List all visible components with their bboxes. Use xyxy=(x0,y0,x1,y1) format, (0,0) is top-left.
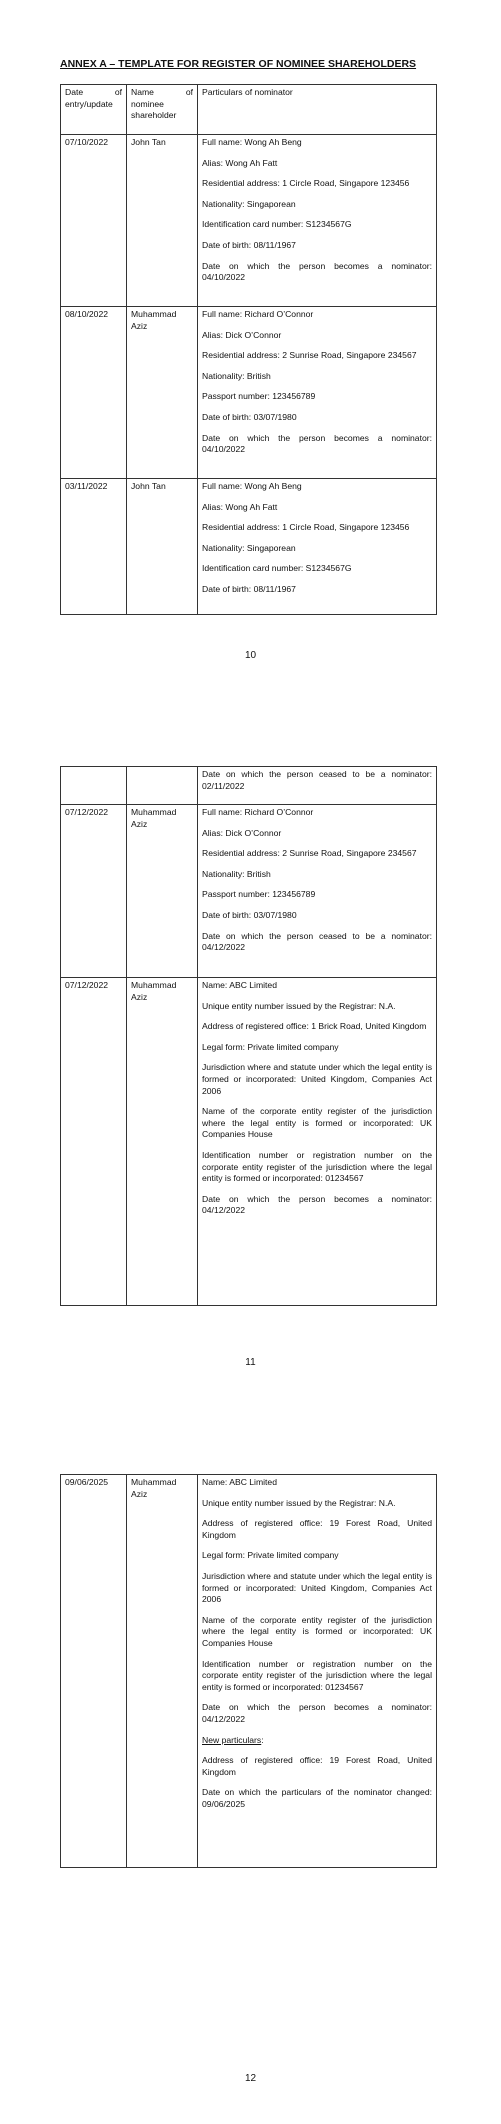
particular-line: Identification card number: S1234567G xyxy=(202,219,352,230)
particular-line: Unique entity number issued by the Registrar: N.A. xyxy=(202,1497,396,1508)
particular-line: Date on which the person becomes a nominator: 04/12/2022 xyxy=(202,1193,432,1216)
particular-line: Full name: Richard O’Connor xyxy=(202,807,314,817)
nominee-name: Muhammad Aziz xyxy=(127,307,198,479)
header-date-of-entry: Date of entry/update xyxy=(61,85,127,135)
page-number: 11 xyxy=(245,1357,256,1368)
particular-line: Nationality: British xyxy=(202,370,271,381)
entry-date: 07/10/2022 xyxy=(61,135,127,307)
entry-date xyxy=(61,767,127,805)
new-particulars-heading xyxy=(202,1735,432,1747)
page-number: 12 xyxy=(244,2073,257,2084)
particular-line: Date on which the person becomes a nominator: 04/12/2022 xyxy=(202,1702,432,1724)
nominee-name xyxy=(127,767,198,805)
header-nominee-name: Name of nominee shareholder xyxy=(127,85,198,135)
particular-line: Address of registered office: 1 Brick Road, United Kingdom xyxy=(202,1021,427,1032)
nominator-particulars xyxy=(198,307,437,479)
particular-line: Jurisdiction where and statute under which the legal entity is formed or incorporated: United Kingdom, Companies Act 2006 xyxy=(202,1570,432,1605)
nominee-name: Muhammad Aziz xyxy=(127,1475,198,1868)
entry-date: 07/12/2022 xyxy=(61,978,127,1306)
new-particulars-label: New particulars xyxy=(202,1734,262,1745)
particular-line: Date of birth: 08/11/1967 xyxy=(202,583,296,594)
particular-line: Nationality: British xyxy=(202,868,271,879)
particular-line: Alias: Wong Ah Fatt xyxy=(202,501,278,512)
particular-line: Date of birth: 03/07/1980 xyxy=(202,411,297,422)
nominee-name: Muhammad Aziz xyxy=(127,805,198,978)
nominee-name: Muhammad Aziz xyxy=(127,978,198,1306)
table-row xyxy=(61,307,437,479)
entry-date: 08/10/2022 xyxy=(61,307,127,479)
particular-line: Identification number or registration number on the corporate entity register of the jurisdiction where the legal entity is formed or incorporated: 01234567 xyxy=(202,1658,432,1692)
particular-line: Identification number or registration number on the corporate entity register of the jurisdiction where the legal entity is formed or incorporated: 01234567 xyxy=(202,1149,432,1184)
nominee-register-table-page-10 xyxy=(60,84,437,615)
particular-line: Legal form: Private limited company xyxy=(202,1041,339,1052)
particular-line: Date of birth: 03/07/1980 xyxy=(202,909,297,920)
page-title: ANNEX A – TEMPLATE FOR REGISTER OF NOMINEE SHAREHOLDERS xyxy=(60,58,417,70)
particular-line: Alias: Wong Ah Fatt xyxy=(202,157,278,168)
nominator-particulars xyxy=(198,1475,437,1868)
table-row xyxy=(61,805,437,978)
particular-line: Residential address: 2 Sunrise Road, Singapore 234567 xyxy=(202,848,417,859)
nominator-particulars xyxy=(198,767,437,805)
particular-line: Name of the corporate entity register of the jurisdiction where the legal entity is formed or incorporated: UK Companies House xyxy=(202,1106,432,1140)
particular-line: Address of registered office: 19 Forest Road, United Kingdom xyxy=(202,1518,432,1540)
particular-line: Passport number: 123456789 xyxy=(202,889,316,900)
particular-line: Residential address: 1 Circle Road, Singapore 123456 xyxy=(202,178,410,189)
nominee-name: John Tan xyxy=(127,479,198,615)
particular-line: Residential address: 1 Circle Road, Singapore 123456 xyxy=(202,522,410,533)
entry-date: 03/11/2022 xyxy=(61,479,127,615)
new-particulars-colon: : xyxy=(261,1734,264,1745)
particular-line: Jurisdiction where and statute under which the legal entity is formed or incorporated: United Kingdom, Companies Act 2006 xyxy=(202,1062,432,1096)
table-row xyxy=(61,1475,437,1868)
nominator-particulars xyxy=(198,479,437,615)
particular-line: Alias: Dick O’Connor xyxy=(202,827,282,838)
particular-line: Name of the corporate entity register of the jurisdiction where the legal entity is formed or incorporated: UK Companies House xyxy=(202,1614,432,1648)
nominee-register-table-page-12 xyxy=(60,1474,437,1868)
particular-line: Legal form: Private limited company xyxy=(202,1550,339,1561)
nominator-particulars xyxy=(198,135,437,307)
particular-line: Residential address: 2 Sunrise Road, Singapore 234567 xyxy=(202,350,417,361)
particular-line: Name: ABC Limited xyxy=(202,980,277,990)
particular-line: Full name: Richard O’Connor xyxy=(202,309,314,319)
particular-line: Date on which the person ceased to be a nominator: 02/11/2022 xyxy=(202,769,432,791)
page-number: 10 xyxy=(244,650,257,661)
particular-line: Date on which the person becomes a nominator: 04/10/2022 xyxy=(202,260,432,283)
nominee-name: John Tan xyxy=(127,135,198,307)
particular-line: Nationality: Singaporean xyxy=(202,198,296,209)
entry-date: 09/06/2025 xyxy=(61,1475,127,1868)
particular-line: Passport number: 123456789 xyxy=(202,391,316,402)
particular-line: Date on which the person becomes a nominator: 04/10/2022 xyxy=(202,432,432,455)
particular-line: Full name: Wong Ah Beng xyxy=(202,137,302,147)
particular-line: Alias: Dick O’Connor xyxy=(202,329,282,340)
table-row xyxy=(61,767,437,805)
particular-line: Nationality: Singaporean xyxy=(202,542,296,553)
nominee-register-table-page-11 xyxy=(60,766,437,1306)
particular-line: Full name: Wong Ah Beng xyxy=(202,481,302,491)
table-row xyxy=(61,978,437,1306)
entry-date: 07/12/2022 xyxy=(61,805,127,978)
particular-line: Unique entity number issued by the Registrar: N.A. xyxy=(202,1000,396,1011)
table-header-row xyxy=(61,85,437,135)
particular-line: Date on which the person ceased to be a nominator: 04/12/2022 xyxy=(202,930,432,953)
table-row xyxy=(61,135,437,307)
particular-line: Identification card number: S1234567G xyxy=(202,563,352,574)
table-row xyxy=(61,479,437,615)
nominator-particulars xyxy=(198,978,437,1306)
particular-line: Date on which the particulars of the nominator changed: 09/06/2025 xyxy=(202,1787,432,1809)
particular-line: Date of birth: 08/11/1967 xyxy=(202,239,296,250)
header-particulars: Particulars of nominator xyxy=(198,85,437,135)
nominator-particulars xyxy=(198,805,437,978)
particular-line: Name: ABC Limited xyxy=(202,1477,277,1487)
particular-line: Address of registered office: 19 Forest Road, United Kingdom xyxy=(202,1755,432,1777)
